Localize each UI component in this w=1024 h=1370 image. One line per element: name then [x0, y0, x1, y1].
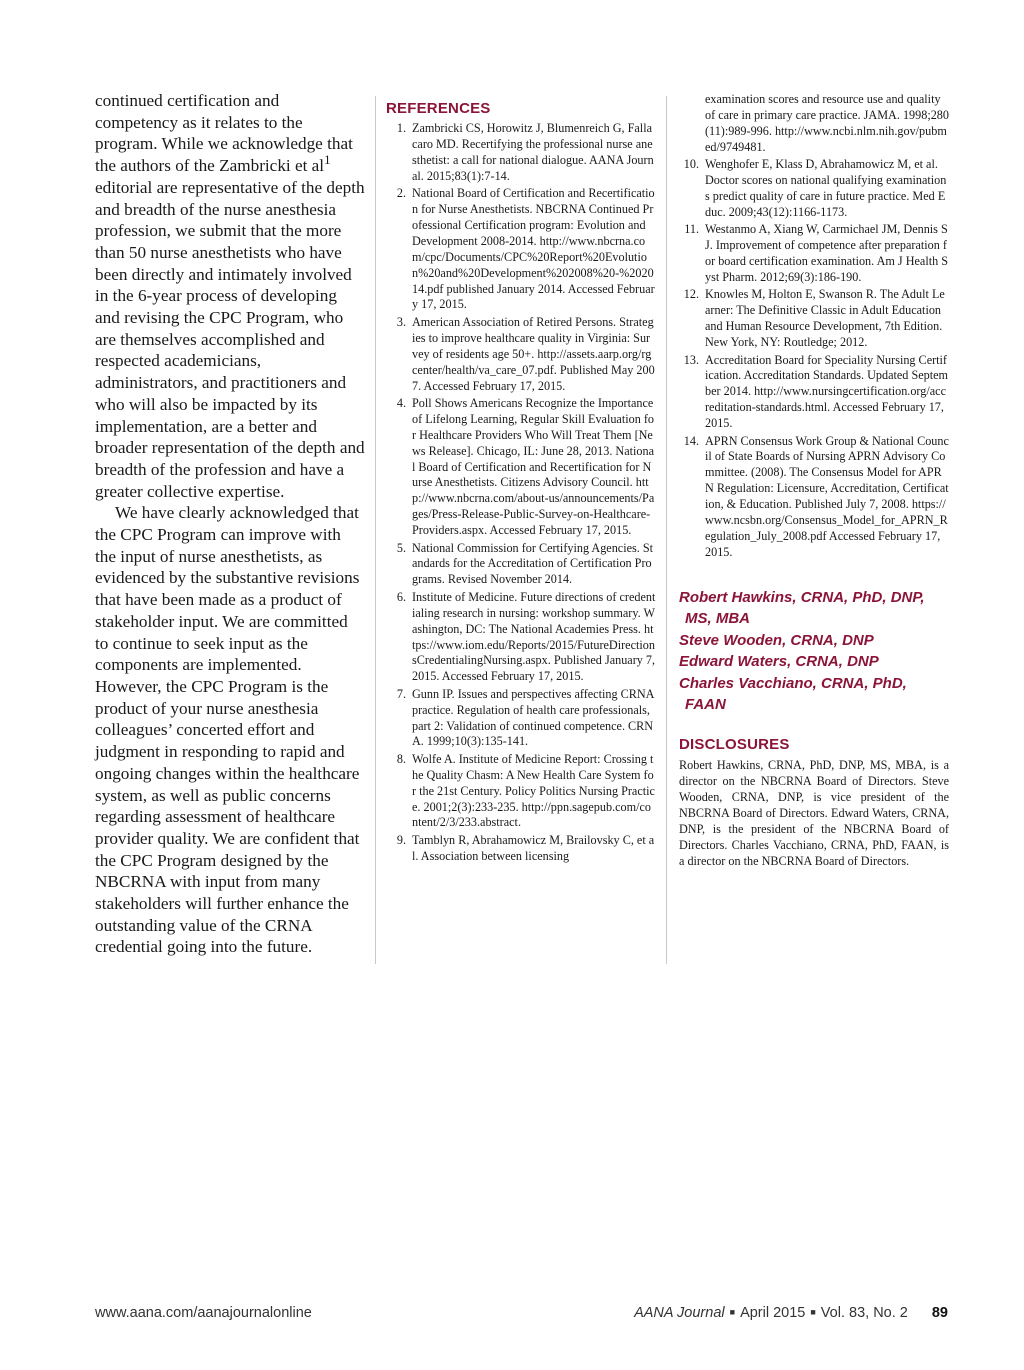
disclosures-section	[679, 736, 949, 869]
references-column	[386, 100, 656, 866]
author-name: Steve Wooden, CRNA, DNP	[679, 631, 874, 649]
reference-text: American Association of Retired Persons. Strategies to improve healthcare quality in Virginia: Survey of residents age 50+. http://assets.aarp.org/rgcenter/health/va_care_07.pdf. Published May 2007. Accessed February 17, 2015.	[412, 314, 655, 393]
reference-text: Zambricki CS, Horowitz J, Blumenreich G, Fallacaro MD. Recertifying the professional nurse anesthetist: a call for national dialogue. AANA Journal. 2015;83(1):7-14.	[412, 121, 654, 183]
reference-item	[679, 434, 949, 561]
reference-number: 6.	[396, 589, 406, 604]
reference-item	[386, 687, 656, 751]
right-column	[679, 92, 949, 869]
citation-superscript: 1	[324, 153, 331, 168]
body-paragraph-1-text: continued certification and competency as it relates to the program. While we acknowledge that the authors of the Zambricki et al	[95, 91, 353, 176]
reference-number: 4.	[396, 395, 406, 410]
reference-text: National Commission for Certifying Agencies. Standards for the Accreditation of Certification Programs. Revised November 2014.	[412, 540, 654, 587]
column-divider-2	[666, 96, 667, 964]
reference-text: National Board of Certification and Recertification for Nurse Anesthetists. NBCRNA Continued Professional Certification program: Evolution and Development 2008-2014. http://www.nbcrna.com/cpc/Documents/CPC%20Report%20Evolution%20and%20Development%202008%20-%202014.pdf published January 2014. Accessed February 17, 2015.	[412, 186, 655, 312]
reference-number: 10.	[683, 157, 699, 172]
reference-text: APRN Consensus Work Group & National Council of State Boards of Nursing APRN Advisory Committee. (2008). The Consensus Model for APRN Regulation: Licensure, Accreditation, Certification, & Education. Published July 7, 2008. https://www.ncsbn.org/Consensus_Model_for_APRN_Regulation_July_2008.pdf Accessed February 17, 2015.	[705, 433, 949, 559]
separator-bullet: ■	[729, 1307, 736, 1317]
reference-item	[679, 287, 949, 351]
body-text-column	[95, 90, 365, 958]
reference-text: Westanmo A, Xiang W, Carmichael JM, Dennis SJ. Improvement of competence after preparation for board certification examination. Am J Health Syst Pharm. 2012;69(3):186-190.	[705, 222, 949, 284]
volume-number: Vol. 83, No. 2	[820, 1305, 908, 1321]
reference-number: 13.	[683, 352, 699, 367]
disclosures-heading: DISCLOSURES	[679, 735, 790, 753]
reference-item	[386, 121, 656, 185]
reference-item	[386, 396, 656, 539]
reference-item	[386, 590, 656, 685]
references-list	[386, 121, 656, 865]
reference-number: 3.	[396, 314, 406, 329]
separator-bullet: ■	[810, 1307, 816, 1317]
reference-text: Tamblyn R, Abrahamowicz M, Brailovsky C, et al. Association between licensing	[412, 832, 655, 863]
author-credentials: MS, MBA	[685, 610, 750, 628]
reference-number: 2.	[396, 186, 406, 201]
reference-text: Gunn IP. Issues and perspectives affecting CRNA practice. Regulation of health care professionals, part 2: Validation of continued competence. CRNA. 1999;10(3):135-141.	[412, 686, 654, 749]
reference-number: 5.	[396, 540, 406, 555]
reference-number: 12.	[683, 287, 699, 302]
reference-item	[679, 353, 949, 433]
body-paragraph-2: We have clearly acknowledged that the CPC Program can improve with the input of nurse anesthetists, as evidenced by the substantive revisions that have been made as a product of stakeholder input. We are committed to continue to seek input as the components are implemented. However, the CPC Program is the product of your nurse anesthesia colleagues’ concerted effort and judgment in responding to rapid and ongoing changes within the healthcare system, as well as public concerns regarding assessment of healthcare provider quality. We are confident that the CPC Program designed by the NBCRNA with input from many stakeholders will further enhance the outstanding value of the CRNA credential going into the future.	[95, 503, 360, 957]
reference-item	[386, 752, 656, 832]
reference-text: Accreditation Board for Speciality Nursing Certification. Accreditation Standards. Updated September 2014. http://www.nursingcertification.org/accreditation-standards.html. Accessed February 17, 2015.	[705, 352, 949, 431]
reference-item	[386, 833, 656, 865]
journal-issue-info	[634, 1305, 948, 1321]
reference-item	[386, 541, 656, 589]
journal-url[interactable]: www.aana.com/aanajournalonline	[95, 1305, 312, 1321]
issue-date: April 2015	[740, 1305, 806, 1321]
reference-text: Poll Shows Americans Recognize the Importance of Lifelong Learning, Regular Skill Evaluation for Healthcare Providers Who Will Treat Them [News Release]. Chicago, IL: June 28, 2013. National Board of Certification and Recertification for Nurse Anesthetists. Citizens Advisory Council. http://www.nbcrna.com/about-us/announcements/Pages/Press-Release-Public-Survey-on-Healthcare-Providers.aspx. Accessed February 17, 2015.	[412, 395, 655, 538]
reference-9-continued: examination scores and resource use and quality of care in primary care practice. JAMA. 1998;280(11):989-996. http://www.ncbi.nlm.nih.gov/pubmed/9749481.	[705, 92, 949, 154]
reference-text: Wenghofer E, Klass D, Abrahamowicz M, et al. Doctor scores on national qualifying examinations predict quality of care in future practice. Med Educ. 2009;43(12):1166-1173.	[705, 157, 947, 219]
reference-text: Institute of Medicine. Future directions of credentialing research in nursing: workshop summary. Washington, DC: The National Academies Press. https://www.iom.edu/Reports/2015/FutureDirectionsCredentialingNursing.aspx. Published January 7, 2015. Accessed February 17, 2015.	[412, 589, 656, 684]
reference-number: 14.	[683, 433, 699, 448]
disclosures-text: Robert Hawkins, CRNA, PhD, DNP, MS, MBA, is a director on the NBCRNA Board of Directors. Steve Wooden, CRNA, DNP, is vice president of the NBCRNA Board of Directors. Edward Waters, CRNA, DNP, is the president of the NBCRNA Board of Directors. Charles Vacchiano, CRNA, PhD, FAAN, is a director on the NBCRNA Board of Directors.	[679, 757, 949, 868]
author-credentials: FAAN	[685, 696, 726, 714]
journal-name: AANA Journal	[634, 1305, 725, 1321]
reference-number: 8.	[396, 751, 406, 766]
reference-number: 7.	[396, 686, 406, 701]
reference-item	[386, 315, 656, 395]
author-list	[679, 587, 949, 716]
reference-item	[679, 157, 949, 221]
author-name: Edward Waters, CRNA, DNP	[679, 653, 879, 671]
reference-text: Wolfe A. Institute of Medicine Report: Crossing the Quality Chasm: A New Health Care System for the 21st Century. Policy Politics Nursing Practice. 2001;2(3):233-235. http://ppn.sagepub.com/content/2/3/233.abstract.	[412, 751, 655, 830]
author-name: Charles Vacchiano, CRNA, PhD,	[679, 674, 907, 692]
page-footer	[95, 1305, 948, 1325]
reference-item	[386, 186, 656, 313]
reference-text: Knowles M, Holton E, Swanson R. The Adult Learner: The Definitive Classic in Adult Education and Human Resource Development, 7th Edition. New York, NY: Routledge; 2012.	[705, 287, 945, 350]
reference-item	[679, 222, 949, 286]
reference-number: 1.	[396, 121, 406, 135]
reference-number: 9.	[396, 832, 406, 847]
reference-number: 11.	[684, 222, 699, 237]
column-divider-1	[375, 96, 376, 964]
references-list-continued	[679, 157, 949, 561]
references-heading: REFERENCES	[386, 100, 491, 117]
body-paragraph-1-text-cont: editorial are representative of the depth and breadth of the nurse anesthesia profession, we submit that the more than 50 nurse anesthetists who have been directly and intimately involved in the 6-year process of developing and revising the CPC Program, who are themselves accomplished and respected academicians, administrators, and practitioners and who will also be impacted by its implementation, are a better and broader representation of the depth and breadth of the profession and have a greater collective expertise.	[95, 177, 365, 501]
body-paragraph-1	[95, 90, 365, 502]
author-name: Robert Hawkins, CRNA, PhD, DNP,	[679, 588, 925, 606]
page-number: 89	[931, 1305, 948, 1321]
